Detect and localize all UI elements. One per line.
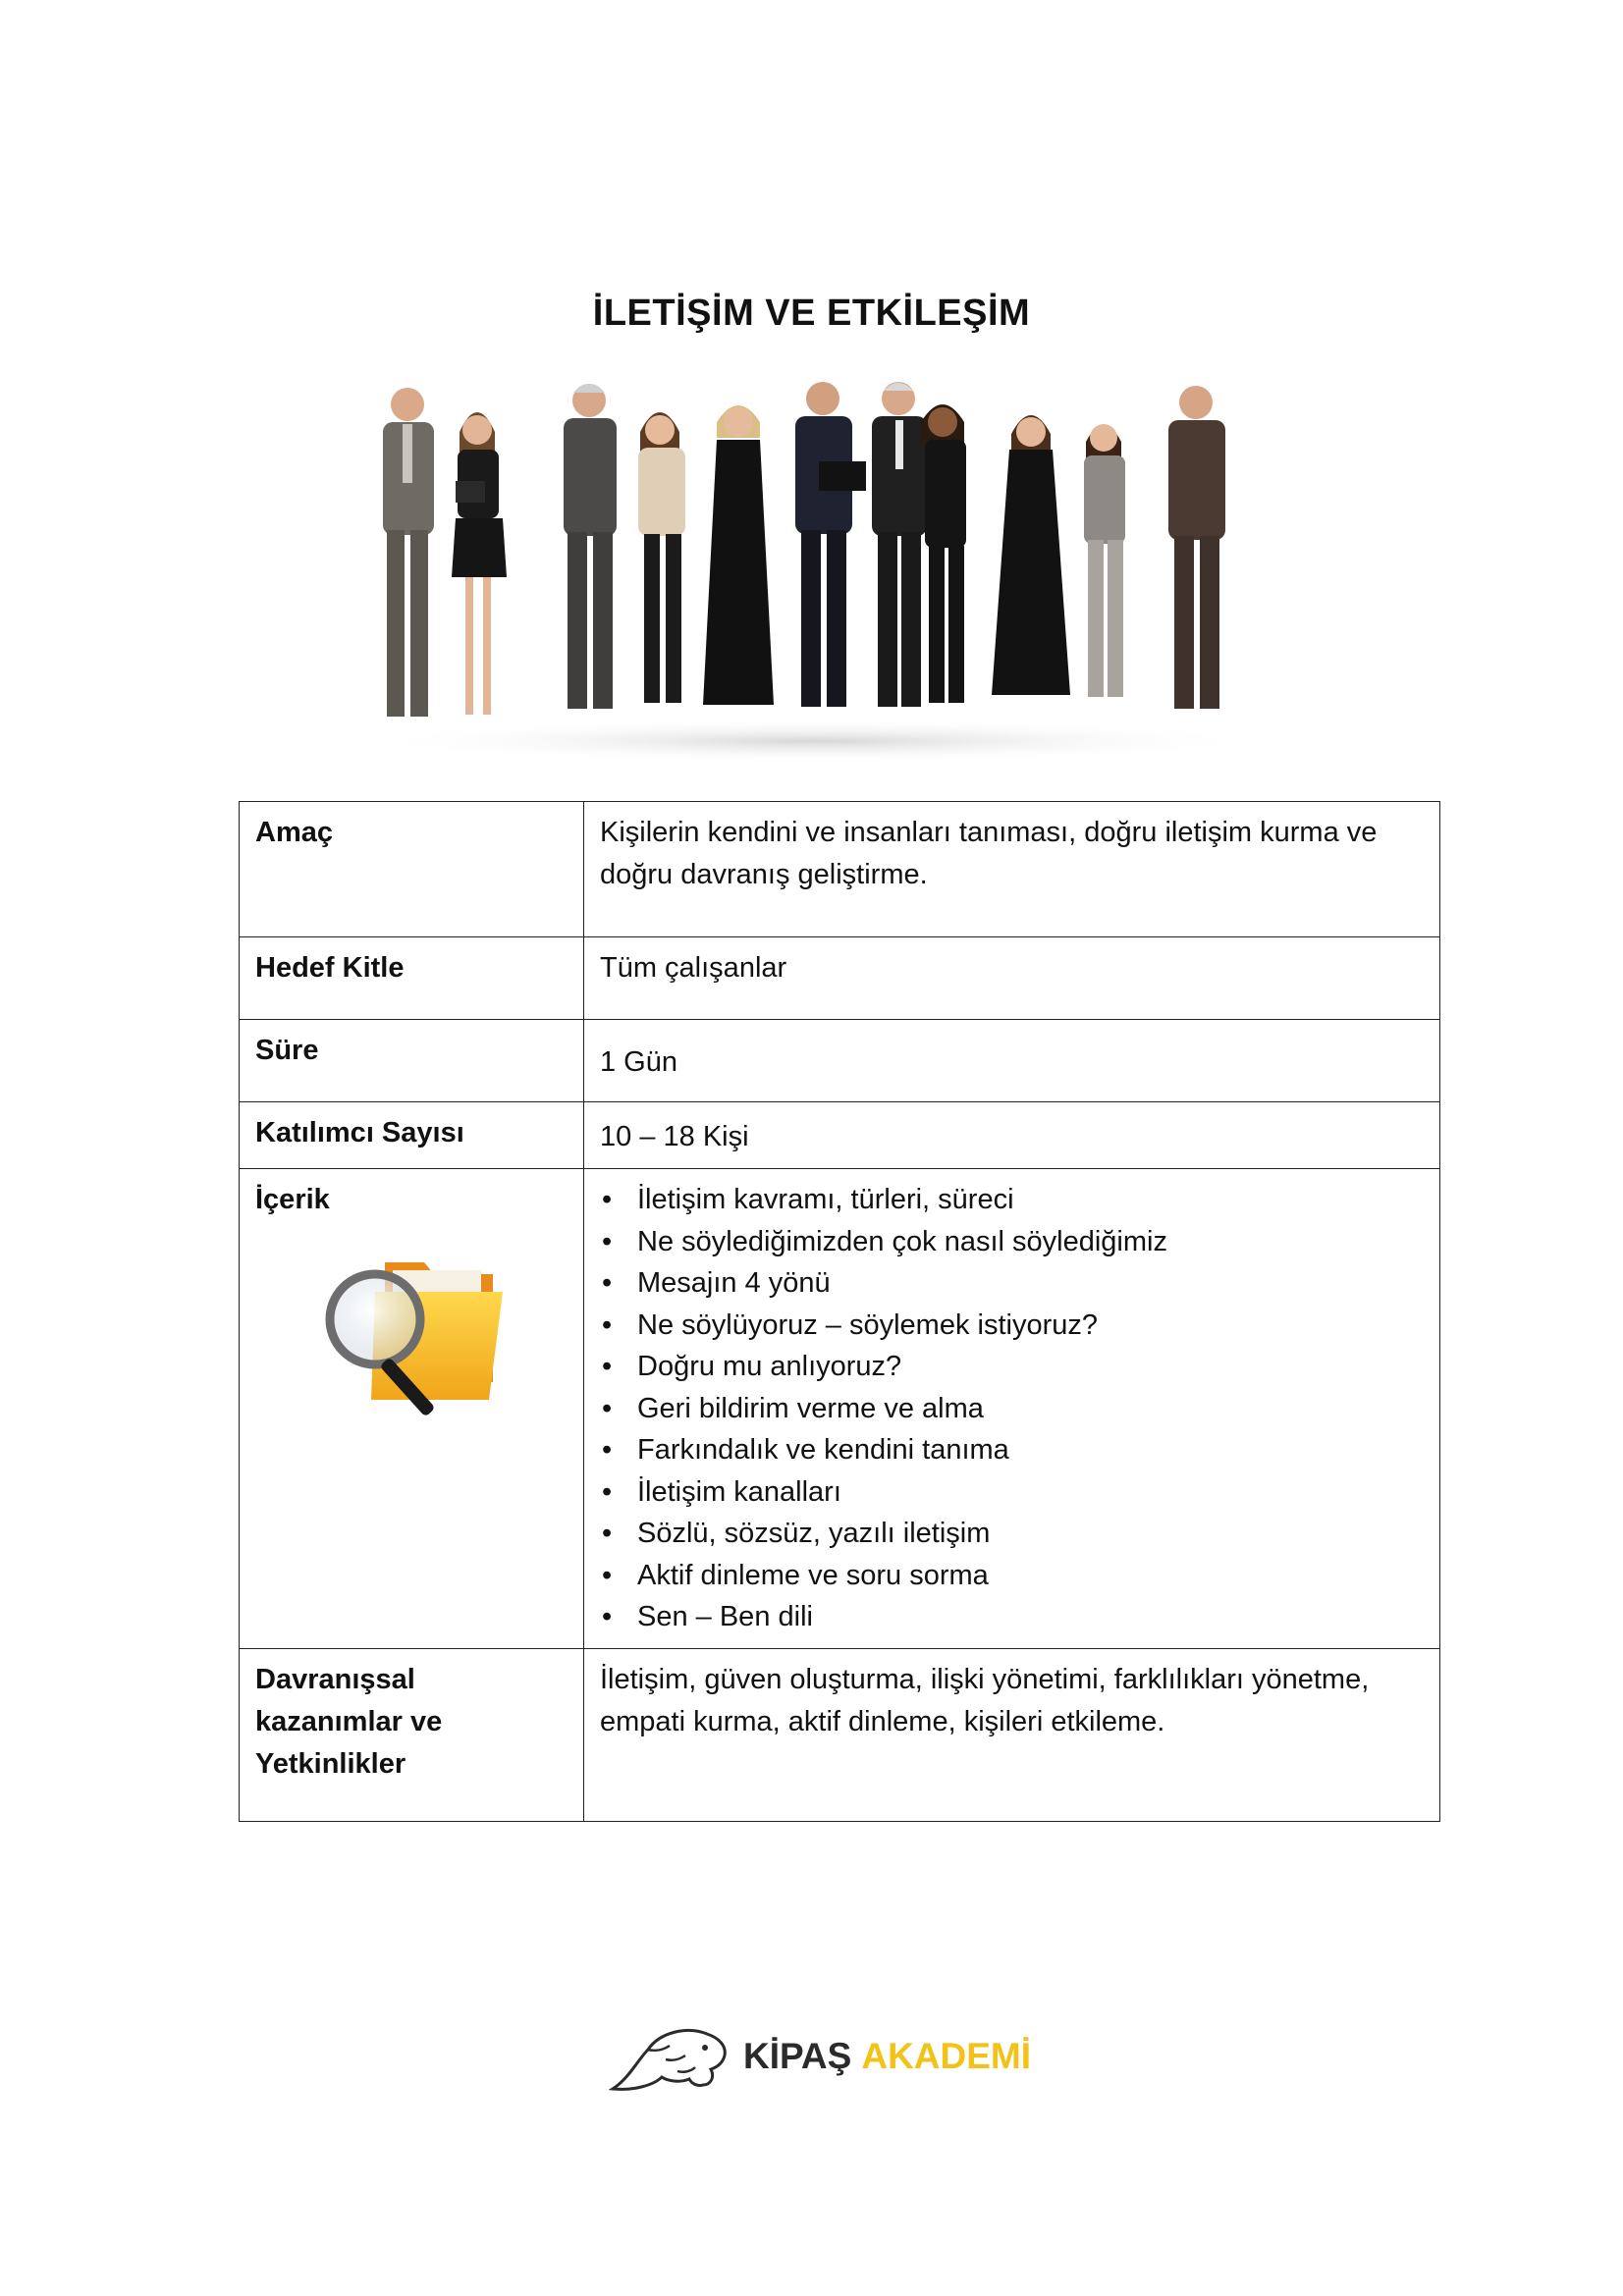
list-item: • Mesajın 4 yönü — [600, 1262, 1424, 1305]
katilimci-value — [584, 1102, 1440, 1169]
training-info-table — [239, 801, 1440, 1822]
business-people-image — [353, 373, 1276, 766]
table-row — [240, 802, 1440, 937]
logo-brand-accent: AKADEMİ — [861, 2036, 1032, 2076]
kazanim-label: Davranışsal kazanımlar ve Yetkinlikler — [240, 1648, 584, 1821]
sure-value — [584, 1020, 1440, 1102]
list-item: • Ne söylüyoruz – söylemek istiyoruz? — [600, 1305, 1424, 1347]
table-row — [240, 1648, 1440, 1821]
list-item: • İletişim kavramı, türleri, süreci — [600, 1179, 1424, 1221]
list-item: • Geri bildirim verme ve alma — [600, 1388, 1424, 1430]
katilimci-text: 10 – 18 Kişi — [600, 1121, 749, 1152]
kipas-akademi-logo — [609, 2020, 1032, 2099]
list-item: • Aktif dinleme ve soru sorma — [600, 1555, 1424, 1597]
icerik-value — [584, 1169, 1440, 1649]
lion-head-icon — [609, 2020, 731, 2099]
list-item: • Sen – Ben dili — [600, 1596, 1424, 1638]
content-list — [600, 1179, 1424, 1638]
logo-text — [743, 2036, 1031, 2077]
folder-magnifier-icon — [316, 1243, 513, 1419]
amac-value: Kişilerin kendini ve insanları tanıması, doğru iletişim kurma ve doğru davranış geliştirme. — [584, 802, 1440, 937]
list-item: • Farkındalık ve kendini tanıma — [600, 1429, 1424, 1471]
table-row — [240, 937, 1440, 1020]
page-title: İLETİŞİM VE ETKİLEŞİM — [592, 293, 1031, 334]
logo-brand: KİPAŞ — [743, 2036, 852, 2076]
list-item: • İletişim kanalları — [600, 1471, 1424, 1514]
list-item: • Ne söylediğimizden çok nasıl söylediğimiz — [600, 1221, 1424, 1263]
kazanim-value: İletişim, güven oluşturma, ilişki yönetimi, farklılıkları yönetme, empati kurma, aktif dinleme, kişileri etkileme. — [584, 1648, 1440, 1821]
icerik-cell — [240, 1169, 584, 1649]
icerik-label: İçerik — [255, 1184, 330, 1215]
table-row — [240, 1169, 1440, 1649]
sure-text: 1 Gün — [600, 1046, 677, 1078]
table-row — [240, 1020, 1440, 1102]
table-row — [240, 1102, 1440, 1169]
hedef-kitle-label: Hedef Kitle — [240, 937, 584, 1020]
list-item: • Doğru mu anlıyoruz? — [600, 1346, 1424, 1388]
hedef-kitle-value: Tüm çalışanlar — [584, 937, 1440, 1020]
katilimci-label: Katılımcı Sayısı — [240, 1102, 584, 1169]
amac-label: Amaç — [240, 802, 584, 937]
list-item: • Sözlü, sözsüz, yazılı iletişim — [600, 1513, 1424, 1555]
sure-label: Süre — [240, 1020, 584, 1102]
